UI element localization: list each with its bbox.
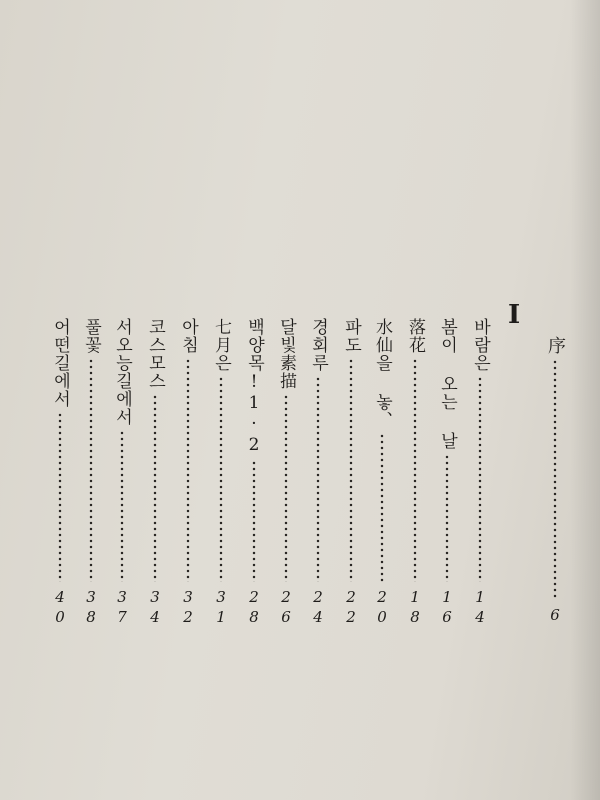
toc-entry-page: 26: [277, 588, 295, 628]
toc-entry: [47, 318, 73, 628]
toc-entry-page: 40: [51, 588, 69, 628]
toc-entry-page: 28: [245, 588, 263, 628]
toc-entry: [175, 318, 201, 628]
leader-dots: [553, 359, 557, 600]
toc-entry-page: 16: [438, 588, 456, 628]
leader-dots: [413, 358, 417, 582]
toc-entry-title: 경회루: [308, 318, 328, 372]
toc-preface-title: 序: [545, 336, 566, 355]
toc-entry: [434, 318, 460, 628]
toc-entry-page: 38: [82, 588, 100, 628]
leader-dots: [58, 412, 62, 582]
toc-entry-page: 32: [179, 588, 197, 628]
leader-dots: [153, 394, 157, 582]
toc-entry-title: 백양목!1·2: [244, 318, 264, 456]
toc-preface-column: [542, 336, 568, 626]
toc-preface-page: 6: [546, 606, 564, 626]
toc-entry: [467, 318, 493, 628]
toc-entry: [305, 318, 331, 628]
leader-dots: [186, 358, 190, 582]
leader-dots: [120, 430, 124, 582]
page-edge-shadow: [570, 0, 600, 800]
toc-entry-title: 파도: [341, 318, 361, 354]
toc-entry-page: 31: [212, 588, 230, 628]
toc-entry-page: 14: [471, 588, 489, 628]
leader-dots: [252, 460, 256, 582]
section-numeral: I: [508, 300, 521, 330]
toc-entry: [369, 318, 395, 628]
leader-dots: [445, 454, 449, 582]
toc-entry: [142, 318, 168, 628]
toc-entry-title: 바람은: [470, 318, 490, 372]
leader-dots: [380, 433, 384, 582]
toc-entry: [241, 318, 267, 628]
toc-entry: [78, 318, 104, 628]
toc-entry-title: 水仙을 놓、: [372, 318, 392, 429]
toc-entry-page: 37: [113, 588, 131, 628]
leader-dots: [349, 358, 353, 582]
toc-entry: [338, 318, 364, 628]
toc-entry-title: 풀꽃: [81, 318, 101, 354]
toc-entry-page: 24: [309, 588, 327, 628]
toc-entry-page: 18: [406, 588, 424, 628]
toc-entry-title: 서오능길에서: [112, 318, 132, 426]
toc-entry-title: 아침: [178, 318, 198, 354]
toc-entry-page: 20: [373, 588, 391, 628]
toc-entry-title: 落花: [405, 318, 425, 354]
toc-entry-title: 어떤길에서: [50, 318, 70, 408]
leader-dots: [284, 394, 288, 582]
leader-dots: [478, 376, 482, 582]
leader-dots: [219, 376, 223, 582]
toc-entry-page: 22: [342, 588, 360, 628]
leader-dots: [316, 376, 320, 582]
toc-entry-page: 34: [146, 588, 164, 628]
toc-entry-title: 달빛素描: [276, 318, 296, 390]
toc-entry-title: 七月은: [211, 318, 231, 372]
toc-entry-title: 코스모스: [145, 318, 165, 390]
leader-dots: [89, 358, 93, 582]
toc-entry-title: 봄이 오는 날: [437, 318, 457, 450]
toc-entry: [109, 318, 135, 628]
toc-entry: [208, 318, 234, 628]
toc-entry: [273, 318, 299, 628]
toc-entry: [402, 318, 428, 628]
